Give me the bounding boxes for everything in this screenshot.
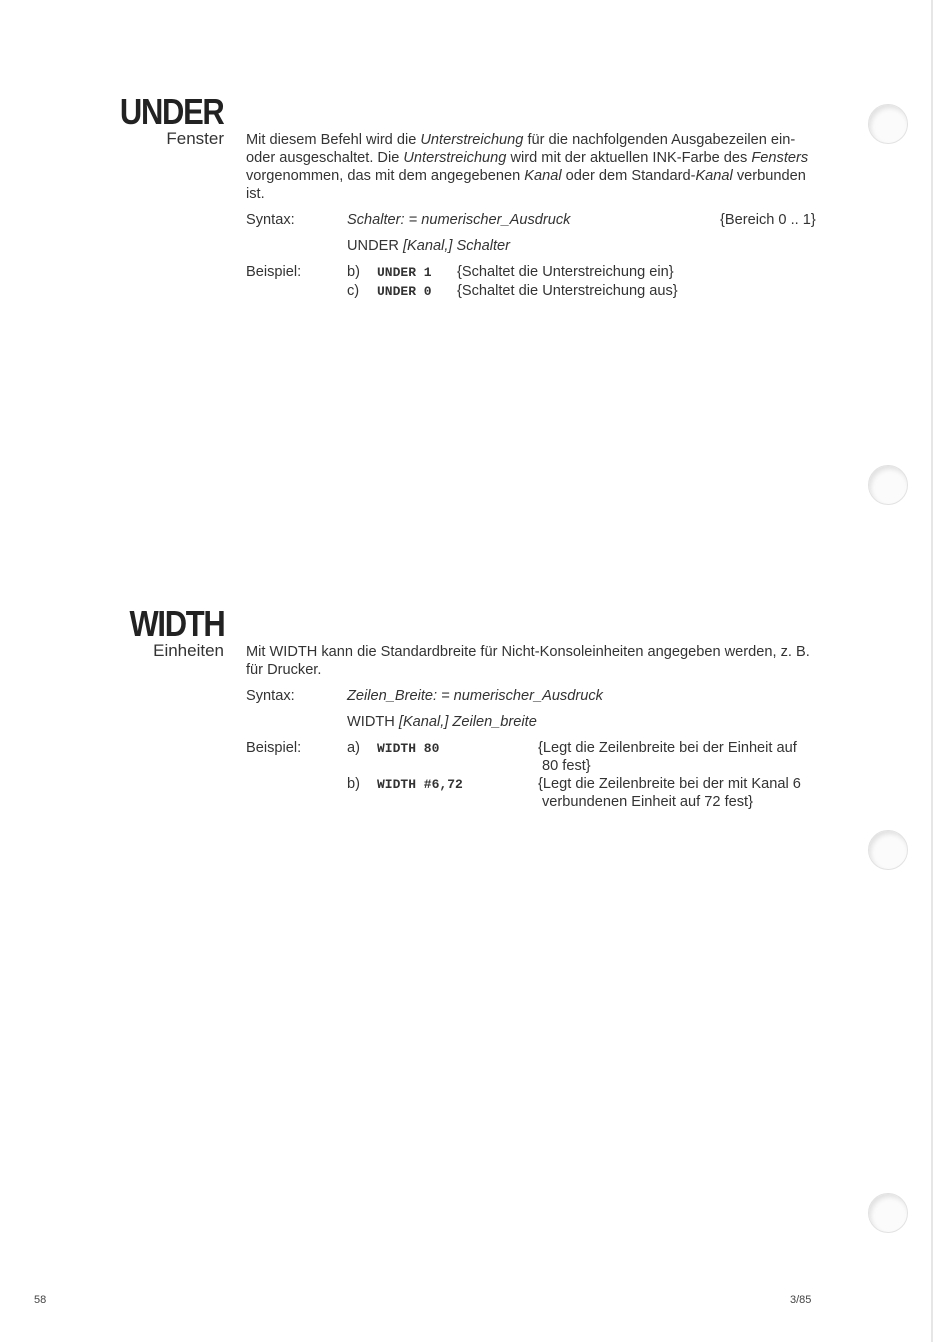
example-comment: {Legt die Zeilenbreite bei der Einheit auf [538, 740, 797, 756]
desc-emphasis: Unterstreichung [403, 150, 507, 166]
desc-text: verbunden ist. [246, 168, 806, 202]
command-args: [Kanal,] Zeilen_breite [398, 714, 537, 730]
syntax-def-text: Schalter: = numerischer_Ausdruck [347, 212, 571, 228]
example-code: UNDER 1 [377, 265, 432, 280]
category-label-under: Fenster [166, 129, 224, 148]
example-code: WIDTH 80 [377, 741, 440, 756]
example-code: WIDTH #6,72 [377, 777, 463, 792]
example-comment: {Schaltet die Unterstreichung ein} [457, 264, 674, 280]
command-name: UNDER [347, 238, 399, 254]
syntax-label: Syntax: [246, 212, 295, 228]
punch-hole [868, 1193, 908, 1233]
keyword-heading-width: WIDTH [128, 603, 224, 644]
command-args: [Kanal,] Schalter [402, 238, 511, 254]
example-comment: {Legt die Zeilenbreite bei der mit Kanal 6 [538, 776, 801, 792]
desc-text: Mit diesem Befehl wird die [246, 132, 421, 148]
example-label: Beispiel: [246, 264, 302, 280]
syntax-definition [347, 687, 603, 705]
category-label-width: Einheiten [153, 641, 224, 660]
syntax-label: Syntax: [246, 688, 295, 704]
example-comment-cont: verbundenen Einheit auf 72 fest} [542, 794, 753, 810]
example-mark: c) [347, 283, 360, 299]
syntax-command [347, 713, 537, 731]
range-note: {Bereich 0 .. 1} [720, 212, 816, 228]
example-mark: b) [347, 264, 360, 280]
keyword-heading-under: UNDER [120, 91, 224, 132]
example-code: UNDER 0 [377, 284, 432, 299]
desc-emphasis: Unterstreichung [420, 132, 524, 148]
page-edge [931, 0, 933, 1342]
punch-hole [868, 465, 908, 505]
syntax-command [347, 237, 510, 255]
description-under [246, 131, 816, 203]
example-comment: {Schaltet die Unterstreichung aus} [457, 283, 678, 299]
example-comment-cont: 80 fest} [542, 758, 591, 774]
desc-text: wird mit der aktuellen INK-Farbe des [506, 150, 752, 166]
description-width: Mit WIDTH kann die Standardbreite für Nicht-Konsoleinheiten angegeben werden, z. B. für Drucker. [246, 644, 810, 678]
punch-hole [868, 830, 908, 870]
syntax-def-text: Zeilen_Breite: = numerischer_Ausdruck [347, 688, 603, 704]
desc-text: für die nachfolgenden Ausgabezeilen ein- oder ausgeschaltet. Die [246, 132, 796, 166]
desc-emphasis: Fensters [751, 150, 809, 166]
example-mark: b) [347, 776, 360, 792]
page-number: 58 [34, 1294, 47, 1306]
punch-hole [868, 104, 908, 144]
edition-date: 3/85 [790, 1294, 812, 1306]
desc-text: vorgenommen, das mit dem angegebenen [246, 168, 525, 184]
example-label: Beispiel: [246, 740, 302, 756]
syntax-definition [347, 211, 570, 229]
desc-emphasis: Kanal [695, 168, 733, 184]
example-mark: a) [347, 740, 360, 756]
desc-text: oder dem Standard- [561, 168, 696, 184]
desc-emphasis: Kanal [524, 168, 562, 184]
command-name: WIDTH [347, 714, 395, 730]
